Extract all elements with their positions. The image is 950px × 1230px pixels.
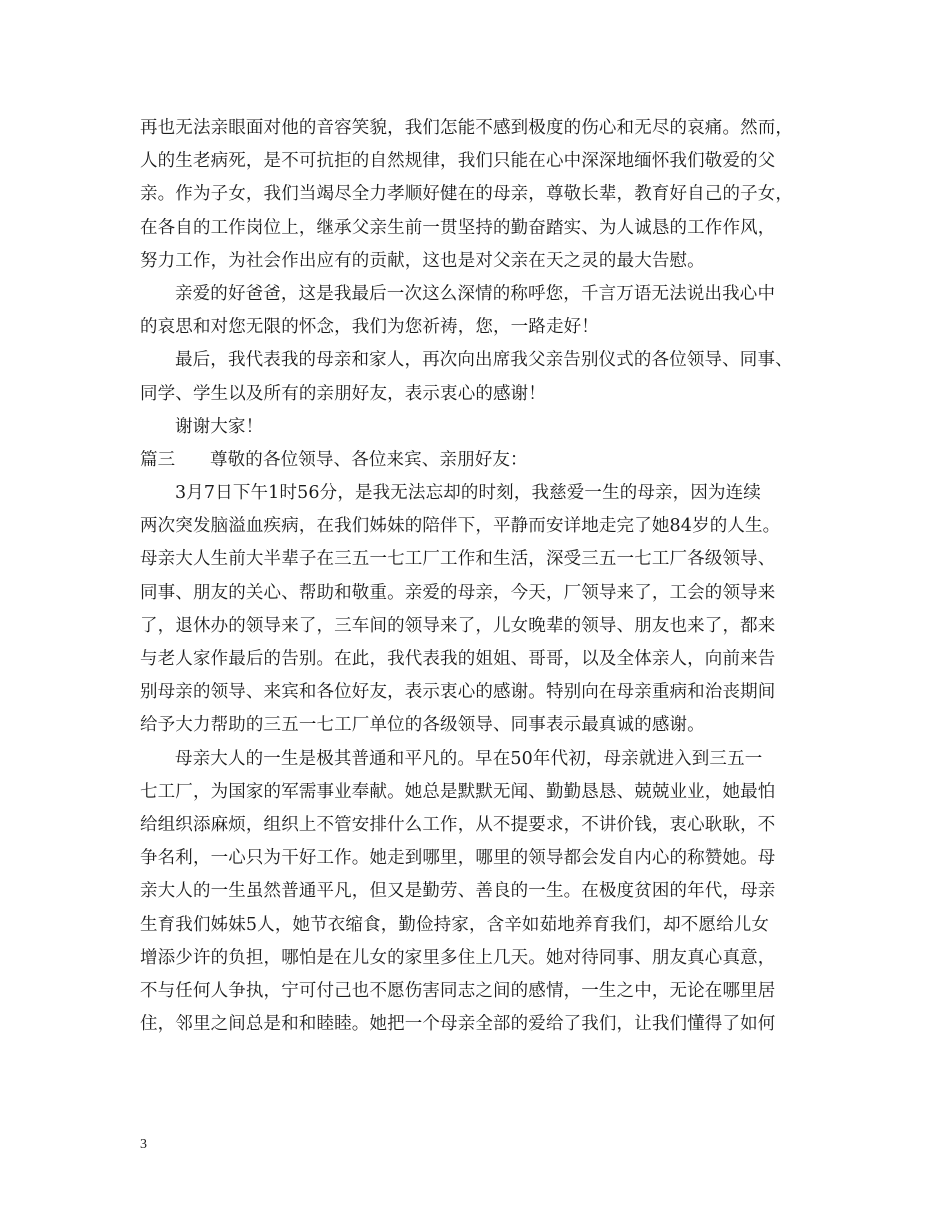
paragraph-start-line: 最后，我代表我的母亲和家人，再次向出席我父亲告别仪式的各位领导、同事、 <box>175 350 793 371</box>
paragraph-start-line: 母亲大人的一生是极其普通和平凡的。早在50年代初，母亲就进入到三五一 <box>175 748 763 769</box>
paragraph-start-line: 亲爱的好爸爸，这是我最后一次这么深情的称呼您，千言万语无法说出我心中 <box>175 283 776 304</box>
text-line: 同学、学生以及所有的亲朋好友，表示衷心的感谢！ <box>140 383 546 404</box>
paragraph-start-line: 3月7日下午1时56分，是我无法忘却的时刻，我慈爱一生的母亲，因为连续 <box>175 483 761 504</box>
section-heading: 尊敬的各位领导、各位来宾、亲朋好友： <box>210 449 528 470</box>
text-line: 再也无法亲眼面对他的音容笑貌，我们怎能不感到极度的伤心和无尽的哀痛。然而， <box>140 118 794 138</box>
section-heading-line <box>140 444 820 477</box>
text-line: 母亲大人生前大半辈子在三五一七工厂工作和生活，深受三五一七工厂各级领导、 <box>140 549 776 570</box>
text-line: 人的生老病死，是不可抗拒的自然规律，我们只能在心中深深地缅怀我们敬爱的父 <box>140 151 776 172</box>
text-line: 努力工作，为社会作出应有的贡献，这也是对父亲在天之灵的最大告慰。 <box>140 250 705 271</box>
text-line: 给组织添麻烦，组织上不管安排什么工作，从不提要求，不讲价钱，衷心耿耿，不 <box>140 814 776 835</box>
document-body <box>140 112 820 1041</box>
text-line: 的哀思和对您无限的怀念，我们为您祈祷，您，一路走好！ <box>140 317 599 338</box>
text-line: 别母亲的领导、来宾和各位好友，表示衷心的感谢。特别向在母亲重病和治丧期间 <box>140 682 776 703</box>
text-line: 七工厂，为国家的军需事业奉献。她总是默默无闻、勤勤恳恳、兢兢业业，她最怕 <box>140 781 776 802</box>
paragraph-start-line: 谢谢大家！ <box>175 416 264 437</box>
text-line: 了，退休办的领导来了，三车间的领导来了，儿女晚辈的领导、朋友也来了，都来 <box>140 615 776 636</box>
page-number: 3 <box>140 1137 147 1152</box>
text-line: 给予大力帮助的三五一七工厂单位的各级领导、同事表示最真诚的感谢。 <box>140 715 705 736</box>
text-line: 同事、朋友的关心、帮助和敬重。亲爱的母亲，今天，厂领导来了，工会的领导来 <box>140 582 776 603</box>
section-label: 篇三 <box>140 449 176 470</box>
text-line: 争名利，一心只为干好工作。她走到哪里，哪里的领导都会发自内心的称赞她。母 <box>140 848 776 869</box>
text-line: 在各自的工作岗位上，继承父亲生前一贯坚持的勤奋踏实、为人诚恳的工作作风， <box>140 217 776 238</box>
text-line: 住，邻里之间总是和和睦睦。她把一个母亲全部的爱给了我们，让我们懂得了如何 <box>140 1014 776 1035</box>
text-line: 不与任何人争执，宁可付己也不愿伤害同志之间的感情，一生之中，无论在哪里居 <box>140 980 776 1001</box>
text-line: 生育我们姊妹5人，她节衣缩食，勤俭持家，含辛如茹地养育我们，却不愿给儿女 <box>140 914 770 935</box>
text-line: 增添少许的负担，哪怕是在儿女的家里多住上几天。她对待同事、朋友真心真意， <box>140 947 776 968</box>
text-line: 两次突发脑溢血疾病，在我们姊妹的陪伴下，平静而安详地走完了她84岁的人生。 <box>140 516 781 537</box>
text-line: 亲。作为子女，我们当竭尽全力孝顺好健在的母亲，尊敬长辈，教育好自己的子女， <box>140 184 794 205</box>
text-line: 亲大人的一生虽然普通平凡，但又是勤劳、善良的一生。在极度贫困的年代，母亲 <box>140 881 776 902</box>
text-line: 与老人家作最后的告别。在此，我代表我的姐姐、哥哥，以及全体亲人，向前来告 <box>140 649 776 669</box>
